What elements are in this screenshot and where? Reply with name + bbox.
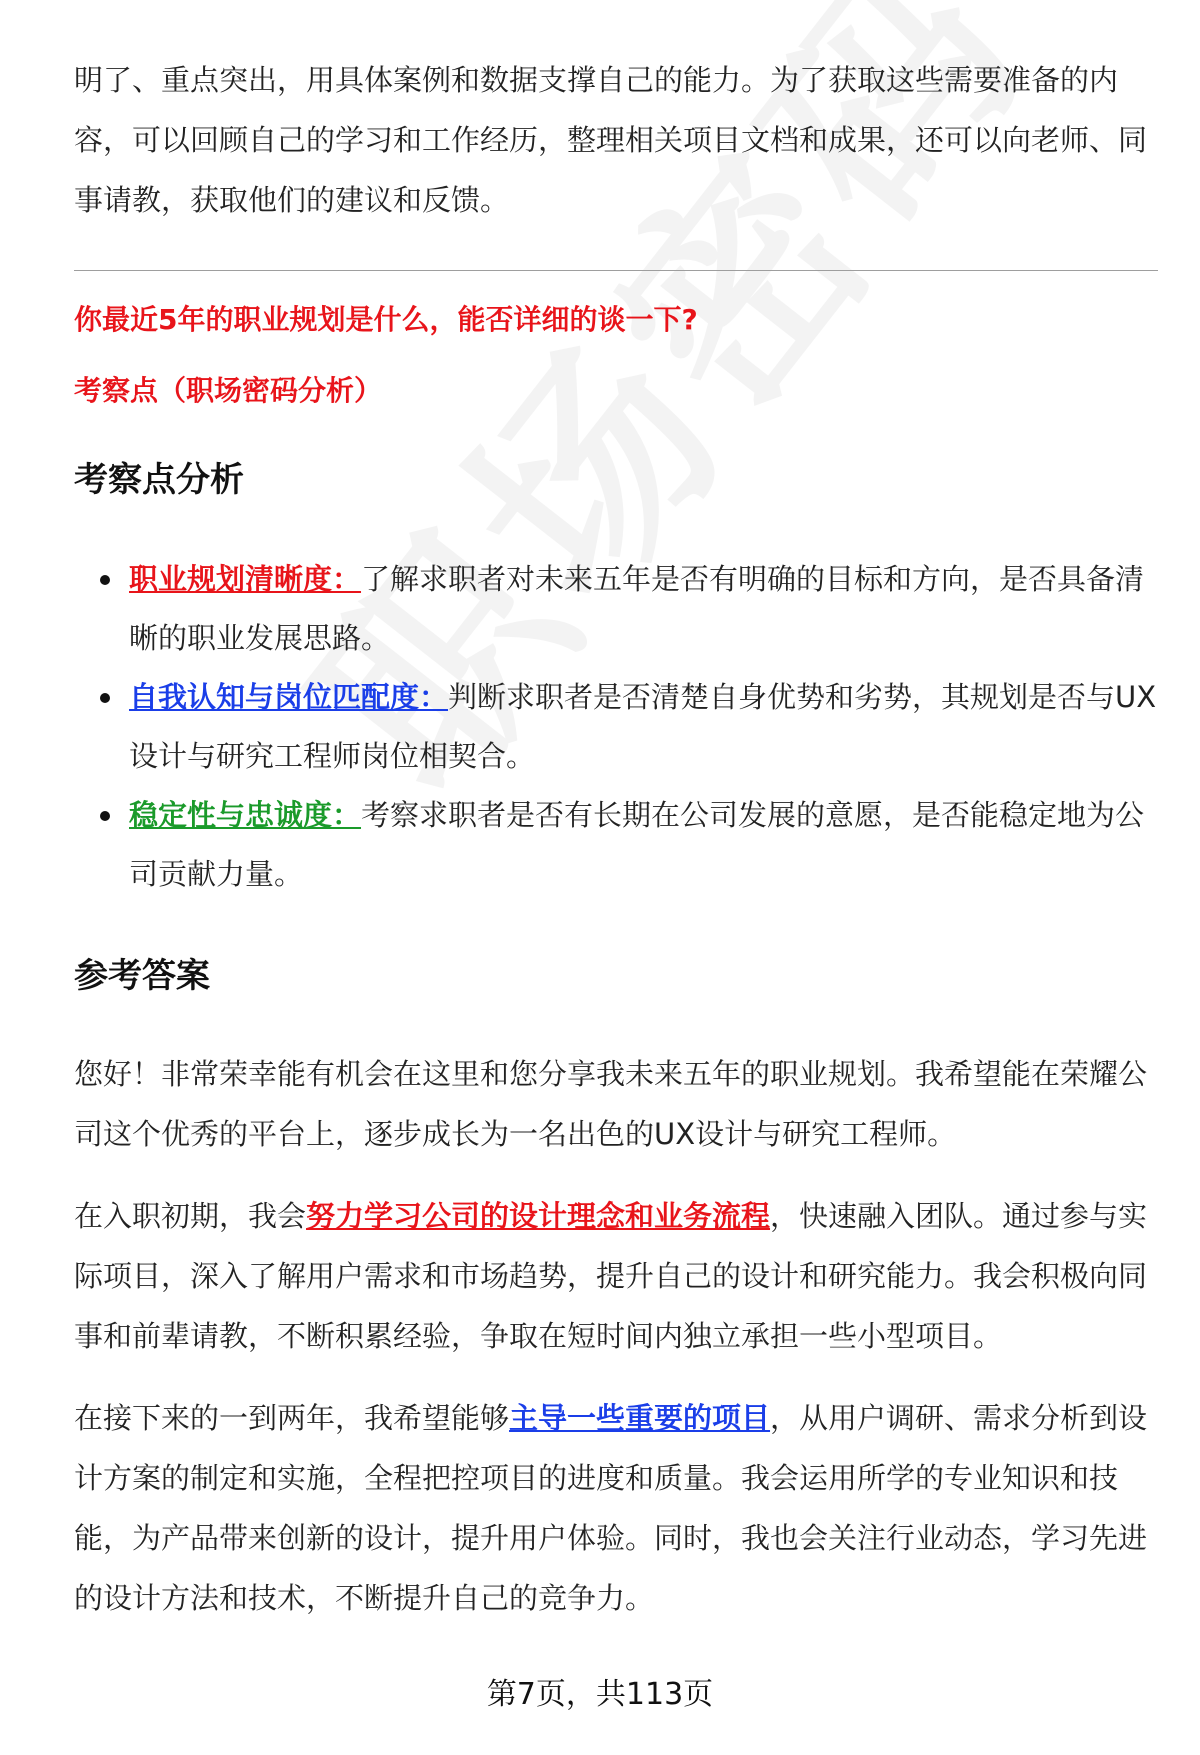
intro-paragraph: 明了、重点突出，用具体案例和数据支撑自己的能力。为了获取这些需要准备的内容，可以回顾自己的学习和工作经历，整理相关项目文档和成果，还可以向老师、同事请教，获取他们的建议和反馈。: [74, 63, 1148, 217]
point-text: 判断求职者是否清楚自身优势和劣势，其规划是否与UX设计与研究工程师岗位相契合。: [129, 680, 1157, 773]
point-text: 了解求职者对未来五年是否有明确的目标和方向，是否具备清晰的职业发展思路。: [129, 562, 1145, 655]
section-divider: [74, 270, 1158, 271]
list-item: [74, 668, 1159, 786]
answer-text: 在接下来的一到两年，我希望能够: [74, 1401, 510, 1435]
point-keyword: 稳定性与忠诚度：: [129, 798, 362, 832]
answer-paragraph-2: [74, 1186, 1159, 1366]
bullet-icon: [100, 811, 110, 821]
answer-highlight: 主导一些重要的项目: [509, 1401, 771, 1435]
answer-text: 在入职初期，我会: [74, 1199, 307, 1233]
answer-heading: 参考答案: [74, 956, 210, 996]
answer-paragraph-3: [74, 1388, 1159, 1628]
point-text: 考察求职者是否有长期在公司发展的意愿，是否能稳定地为公司贡献力量。: [129, 798, 1145, 891]
list-item: [74, 786, 1159, 904]
question-title: 你最近5年的职业规划是什么，能否详细的谈一下?: [74, 303, 698, 336]
point-keyword: 自我认知与岗位匹配度：: [129, 680, 449, 714]
point-keyword: 职业规划清晰度：: [129, 562, 362, 596]
answer-text: ，快速融入团队。通过参与实际项目，深入了解用户需求和市场趋势，提升自己的设计和研究能力。我会积极向同事和前辈请教，不断积累经验，争取在短时间内独立承担一些小型项目。: [74, 1199, 1148, 1353]
document-content: [74, 50, 1159, 1628]
bullet-icon: [100, 575, 110, 585]
answer-highlight: 努力学习公司的设计理念和业务流程: [306, 1199, 771, 1233]
answer-text: ，从用户调研、需求分析到设计方案的制定和实施，全程把控项目的进度和质量。我会运用所学的专业知识和技能，为产品带来创新的设计，提升用户体验。同时，我也会关注行业动态，学习先进的设计方法和技术，不断提升自己的竞争力。: [74, 1401, 1148, 1615]
list-item: [74, 550, 1159, 668]
question-subtitle: 考察点（职场密码分析）: [74, 374, 383, 407]
answer-paragraph-1: 您好！非常荣幸能有机会在这里和您分享我未来五年的职业规划。我希望能在荣耀公司这个优秀的平台上，逐步成长为一名出色的UX设计与研究工程师。: [74, 1057, 1148, 1151]
analysis-list: [74, 550, 1159, 904]
analysis-heading: 考察点分析: [74, 460, 244, 500]
bullet-icon: [100, 693, 110, 703]
page-footer: 第7页，共113页: [486, 1677, 714, 1712]
